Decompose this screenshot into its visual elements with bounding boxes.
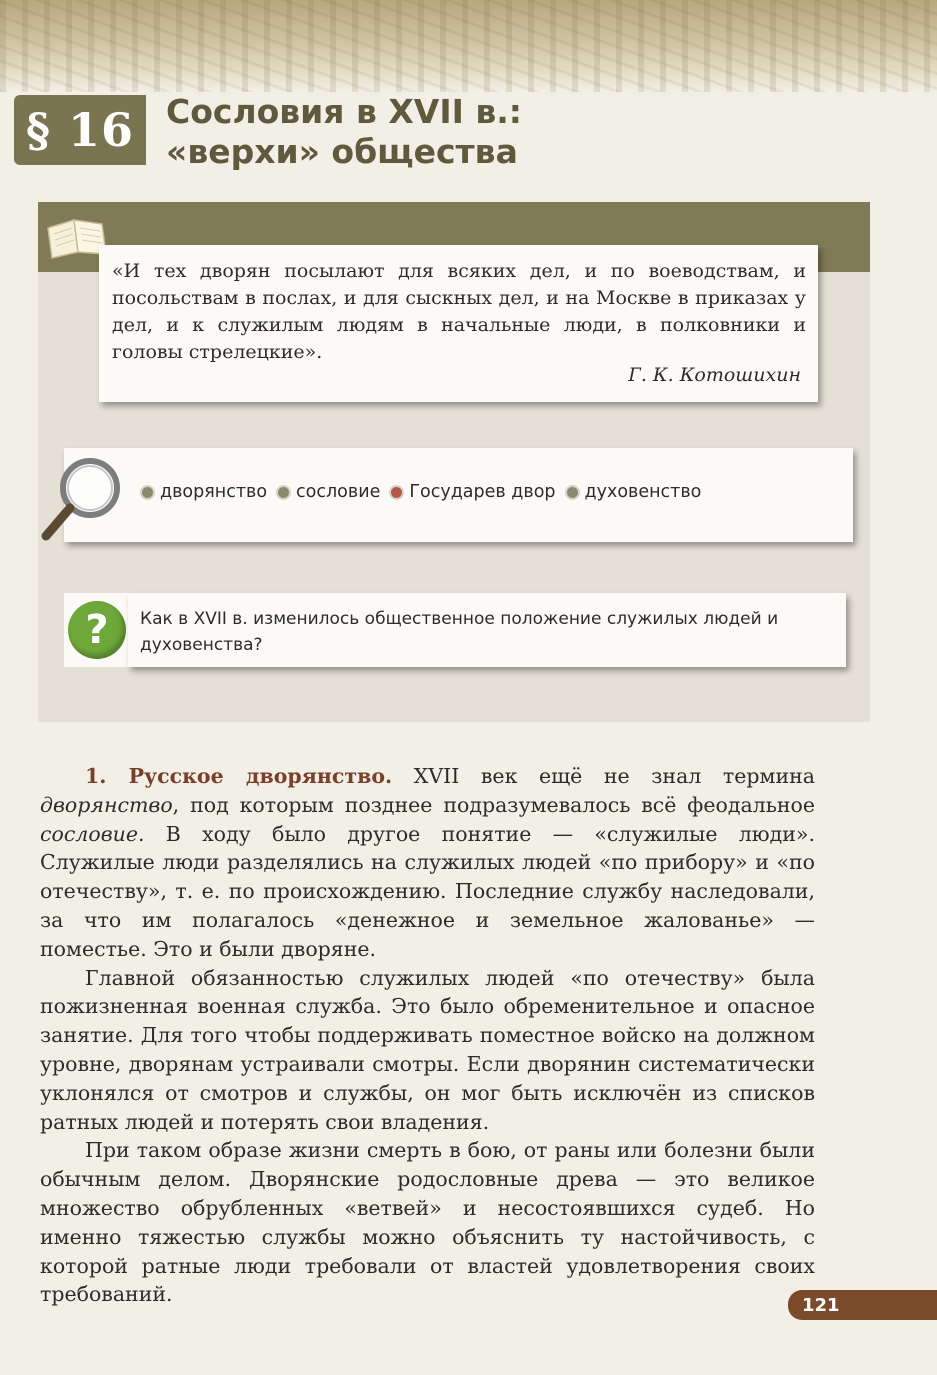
- term-bullet-icon: [565, 485, 580, 500]
- term-emphasis: дворянство: [40, 792, 173, 817]
- paragraph-2: Главной обязанностью служилых людей «по отечеству» была пожизненная военная служба. Это было обременительное и опасное занятие. Для того чтобы поддерживать поместное войско на должном уровне, дворянам устраивали смотры. Если дворянин систематически уклонялся от смотров и службы, он мог быть исключён из списков ратных людей и потерять свои владения.: [40, 965, 815, 1134]
- key-term: [389, 482, 555, 502]
- key-term: [565, 482, 702, 502]
- term-emphasis: сословие: [40, 821, 138, 846]
- key-term-label: сословие: [296, 482, 381, 502]
- key-terms-list: [140, 482, 840, 502]
- question-mark-icon: ?: [68, 601, 126, 659]
- header-banner-illustration: [0, 0, 937, 92]
- page-number: 121: [788, 1290, 937, 1320]
- section-heading: 1. Русское дворянство.: [85, 764, 393, 788]
- epigraph-author: Г. К. Котошихин: [628, 364, 801, 386]
- term-bullet-icon: [140, 485, 155, 500]
- key-term: [140, 482, 267, 502]
- paragraph-number-badge: § 16: [14, 95, 146, 165]
- section-body: [40, 762, 815, 1309]
- text-run: XVII век ещё не знал термина: [392, 764, 815, 788]
- text-run: , под которым позднее подразумевалось всё феодальное: [172, 792, 815, 817]
- paragraph-title: [166, 92, 866, 172]
- magnifier-icon: [38, 450, 128, 542]
- text-run: . В ходу было другое понятие — «служилые люди». Служилые люди разделялись на служилых людей «по прибору» и «по отечеству», т. е. по происхождению. Последние службу наследовали, за что им полагалось «денежное и земельное жалованье» — поместье. Это и были дворяне.: [40, 821, 815, 961]
- epigraph-quote: «И тех дворян посылают для всяких дел, и по воеводствам, и посольствам в послах, и для сыскных дел, и на Москве в приказах у дел, и к служилым людям в начальные люди, в полковники и головы стрелецкие».: [112, 260, 806, 363]
- term-bullet-icon: [389, 485, 404, 500]
- key-term-label: Государев двор: [409, 482, 556, 502]
- title-line-1: Сословия в XVII в.:: [166, 92, 522, 131]
- paragraph-1: [40, 762, 815, 964]
- paragraph-3: При таком образе жизни смерть в бою, от раны или болезни были обычным делом. Дворянские родословные древа — это великое множество обрубленных «ветвей» и несостоявшихся судеб. Но именно тяжестью службы можно объяснить ту настойчивость, с которой ратные люди требовали от властей удовлетворения своих требований.: [40, 1138, 815, 1307]
- key-term-label: дворянство: [160, 482, 268, 502]
- key-term-label: духовенство: [584, 482, 702, 502]
- title-line-2: «верхи» общества: [166, 132, 518, 171]
- term-bullet-icon: [276, 485, 291, 500]
- question-text: Как в XVII в. изменилось общественное положение служилых людей и духовенства?: [140, 609, 779, 655]
- key-term: [276, 482, 380, 502]
